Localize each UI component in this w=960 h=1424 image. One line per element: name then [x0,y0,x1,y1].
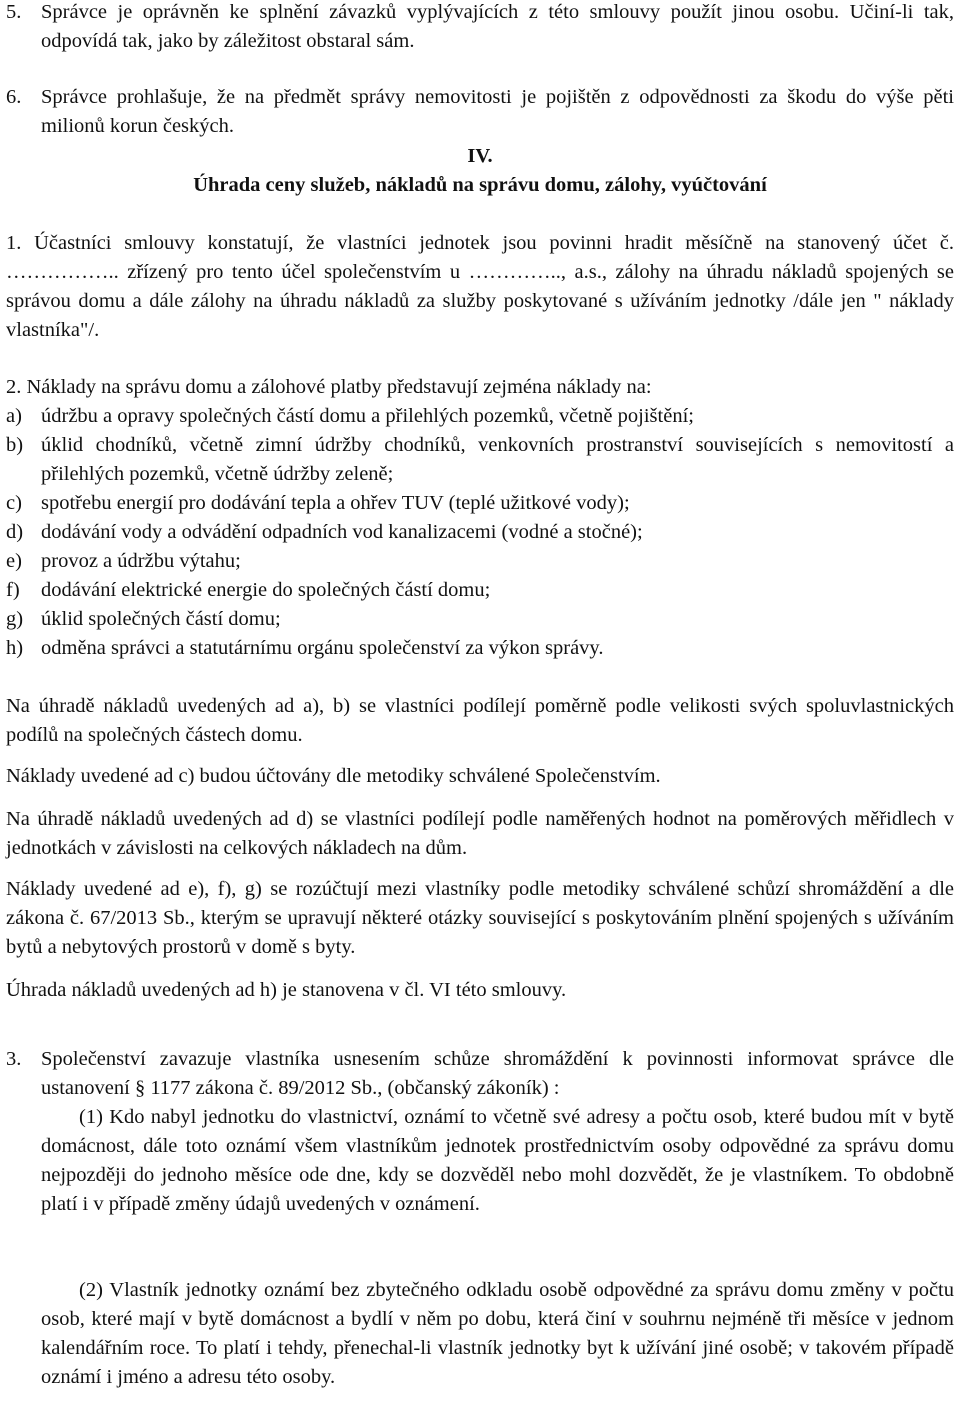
list-label: h) [6,637,24,659]
paragraph-text: Správce prohlašuje, že na předmět správy nemovitosti je pojištěn z odpovědnosti za škodu do výše pěti milionů korun českých. [41,86,954,137]
list-label: b) [6,434,24,456]
clause-intro: Náklady na správu domu a zálohové platby představují zejména náklady na: [26,376,652,398]
list-label: c) [6,492,22,514]
clause-3 [6,1045,954,1219]
note-paragraph: Úhrada nákladů uvedených ad h) je stanovena v čl. VI této smlouvy. [6,979,567,1001]
paragraph-5 [6,0,954,56]
paragraph-text: Správce je oprávněn ke splnění závazků vyplývajících z této smlouvy použít jinou osobu. Učiní-li tak, odpovídá tak, jako by záležitost obstaral sám. [41,1,954,52]
note-paragraph: Náklady uvedené ad c) budou účtovány dle metodiky schválené Společenstvím. [6,765,661,787]
list-label: d) [6,521,24,543]
list-text: dodávání elektrické energie do společných částí domu; [41,579,491,601]
subclause-2: (2) Vlastník jednotky oznámí bez zbytečného odkladu osobě odpovědné za správu domu změny v počtu osob, které mají v bytě domácnost a bydlí v něm po dobu, která činí v souhrnu nejméně tři měsíce v jednom kalendářním roce. To platí i tehdy, přenechal-li vlastník jednotky byt k užívání jiné osobě; v takovém případě oznámí i jméno a adresu této osoby. [41,1279,954,1388]
list-item [6,634,954,663]
clause-1 [6,229,954,345]
list-text: odměna správci a statutárnímu orgánu společenství za výkon správy. [41,637,604,659]
clause-number: 2. [6,376,22,398]
list-text: spotřebu energií pro dodávání tepla a ohřev TUV (teplé užitkové vody); [41,492,630,514]
note-paragraph: Na úhradě nákladů uvedených ad a), b) se vlastníci podílejí poměrně podle velikosti svých spoluvlastnických podílů na společných částech domu. [6,695,954,746]
section-numeral: IV. [467,145,493,167]
list-text: dodávání vody a odvádění odpadních vod kanalizacemi (vodné a stočné); [41,521,643,543]
list-text: údržbu a opravy společných částí domu a přilehlých pozemků, včetně pojištění; [41,405,694,427]
list-label: g) [6,608,24,630]
list-label: f) [6,579,20,601]
subclause-1: (1) Kdo nabyl jednotku do vlastnictví, oznámí to včetně své adresy a počtu osob, které budou mít v bytě domácnost, dále toto oznámí všem vlastníkům jednotek prostřednictvím osoby odpovědné za správu domu nejpozději do jednoho měsíce ode dne, kdy se dozvěděl nebo mohl dozvědět, že je vlastníkem. To obdobně platí i v případě změny údajů uvedených v oznámení. [41,1106,954,1215]
section-title: Úhrada ceny služeb, nákladů na správu domu, zálohy, vyúčtování [193,174,767,196]
list-item [6,518,954,547]
paragraph-number: 6. [6,86,22,108]
clause-2 [6,373,954,663]
list-item [6,547,954,576]
list-item [6,605,954,634]
paragraph-6 [6,83,954,141]
list-item [6,576,954,605]
note-paragraph: Na úhradě nákladů uvedených ad d) se vlastníci podílejí podle naměřených hodnot na poměrových měřidlech v jednotkách v závislosti na celkových nákladech na dům. [6,808,954,859]
list-text: úklid společných částí domu; [41,608,281,630]
clause-number: 3. [6,1048,22,1070]
clause-text: Společenství zavazuje vlastníka usnesením schůze shromáždění k povinnosti informovat správce dle ustanovení § 1177 zákona č. 89/2012 Sb., (občanský zákoník) : [41,1048,954,1099]
clause-text: Účastníci smlouvy konstatují, že vlastníci jednotek jsou povinni hradit měsíčně na stanovený účet č. …………….. zřízený pro tento účel společenstvím u ………….., a.s., zálohy na úhradu nákladů spojených se správou domu a dále zálohy na úhradu nákladů za služby poskytované s užíváním jednotky /dále jen " náklady vlastníka"/. [6,232,954,341]
list-text: úklid chodníků, včetně zimní údržby chodníků, venkovních prostranství souvisejících s nemovitostí a přilehlých pozemků, včetně údržby zeleně; [41,434,954,485]
paragraph-number: 5. [6,1,22,23]
note-paragraph: Náklady uvedené ad e), f), g) se rozúčtují mezi vlastníky podle metodiky schválené schůzí shromáždění a dle zákona č. 67/2013 Sb., kterým se upravují některé otázky související s poskytováním plnění spojených s užíváním bytů a nebytových prostorů v domě s byty. [6,878,954,958]
list-item [6,489,954,518]
list-item [6,402,954,431]
list-text: provoz a údržbu výtahu; [41,550,241,572]
clause-number: 1. [6,232,22,254]
list-label: e) [6,550,22,572]
list-label: a) [6,405,22,427]
list-item [6,431,954,489]
